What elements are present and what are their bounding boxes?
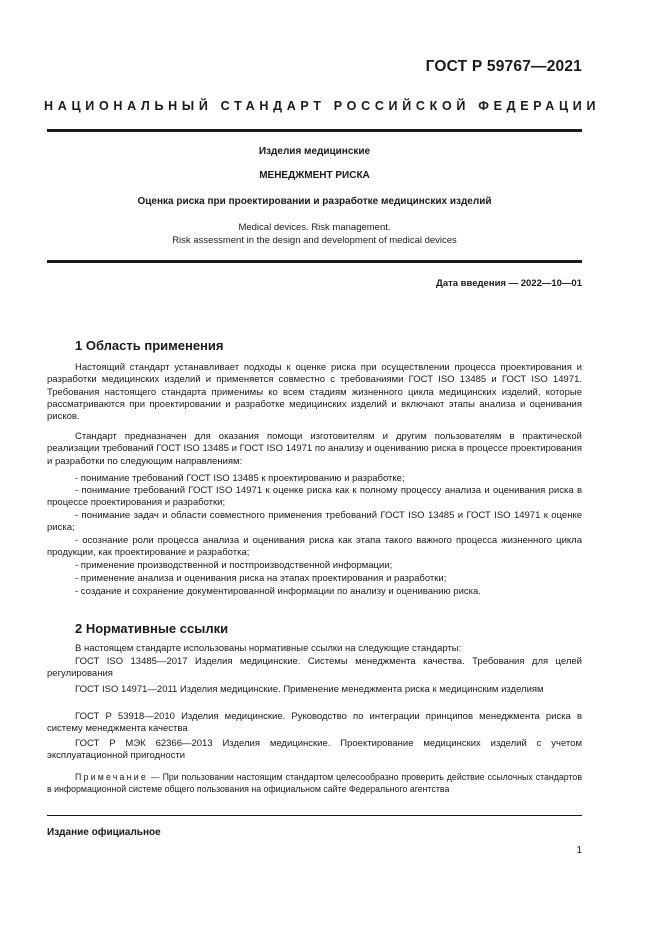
bullet-7: - создание и сохранение документированной информации по анализу и оцениванию риска. (75, 586, 481, 597)
title-line-3: Оценка риска при проектировании и разработке медицинских изделий (137, 196, 492, 207)
official-edition-label: Издание официальное (47, 827, 161, 838)
english-title (47, 221, 582, 247)
note-text: — При пользовании настоящим стандартом целесообразно проверить действие ссылочных стандартов в информационной системе общего пользования на официальном сайте Федерального агентства (47, 772, 582, 794)
title-line-1: Изделия медицинские (258, 146, 371, 157)
bottom-divider (47, 260, 582, 263)
section-1-paragraph-2: Стандарт предназначен для оказания помощи изготовителям и другим пользователям в практической реализации требований ГОСТ ISO 13485 и ГОСТ ISO 14971 по анализу и оцениванию риска в процессе проектирования и разработки по следующим направлениям: (47, 431, 582, 467)
national-standard-title: НАЦИОНАЛЬНЫЙ СТАНДАРТ РОССИЙСКОЙ ФЕДЕРАЦИИ (44, 99, 601, 113)
bullet-6: - применение анализа и оценивания риска на этапах проектирования и разработки; (75, 573, 447, 584)
reference-1: ГОСТ ISO 13485—2017 Изделия медицинские. Системы менеджмента качества. Требования для целей регулирования (47, 656, 582, 680)
bullet-4: - осознание роли процесса анализа и оценивания риска как этапа такого важного процесса жизненного цикла продукции, как проектирование и разработка; (47, 535, 582, 559)
note-label: Примечание (75, 772, 148, 782)
reference-2: ГОСТ ISO 14971—2011 Изделия медицинские. Применение менеджмента риска к медицинским изделиям (75, 684, 544, 695)
page-number: 1 (576, 845, 582, 856)
introduction-date: Дата введения — 2022—10—01 (436, 278, 582, 289)
top-divider (47, 129, 582, 132)
footer-divider (47, 815, 582, 816)
bullet-3: - понимание задач и области совместного применения требований ГОСТ ISO 13485 и ГОСТ ISO 14971 к оценке риска; (47, 510, 582, 534)
reference-4: ГОСТ Р МЭК 62366—2013 Изделия медицинские. Проектирование медицинских изделий с учетом эксплуатационной пригодности (47, 738, 582, 762)
section-1-paragraph-1: Настоящий стандарт устанавливает подходы к оценке риска при осуществлении процесса проектирования и разработки медицинских изделий и применяется совместно с требованиями ГОСТ ISO 13485 и ГОСТ ISO 14971. Требования настоящего стандарта применимы ко всем стадиям жизненного цикла медицинских изделий, которые рассматриваются при проектировании и разработке медицинских изделий и включают этапы анализа и оценивания рисков. (47, 362, 582, 423)
note (47, 772, 582, 795)
section-1-heading: 1 Область применения (75, 338, 224, 353)
bullet-2: - понимание требований ГОСТ ISO 14971 к оценке риска как к полному процессу анализа и оценивания риска в процессе проектирования и разработки; (47, 485, 582, 509)
english-title-line-1: Medical devices. Risk management. (238, 222, 391, 233)
english-title-line-2: Risk assessment in the design and development of medical devices (172, 235, 457, 246)
document-code: ГОСТ Р 59767—2021 (425, 58, 582, 75)
section-2-paragraph-1: В настоящем стандарте использованы нормативные ссылки на следующие стандарты: (75, 643, 462, 654)
reference-3: ГОСТ Р 53918—2010 Изделия медицинские. Руководство по интеграции принципов менеджмента риска в систему менеджмента качества (47, 711, 582, 735)
section-2-heading: 2 Нормативные ссылки (75, 621, 229, 636)
title-line-2: МЕНЕДЖМЕНТ РИСКА (259, 170, 370, 181)
bullet-5: - применение производственной и постпроизводственной информации; (75, 560, 393, 571)
bullet-1: - понимание требований ГОСТ ISO 13485 к проектированию и разработке; (75, 473, 405, 484)
